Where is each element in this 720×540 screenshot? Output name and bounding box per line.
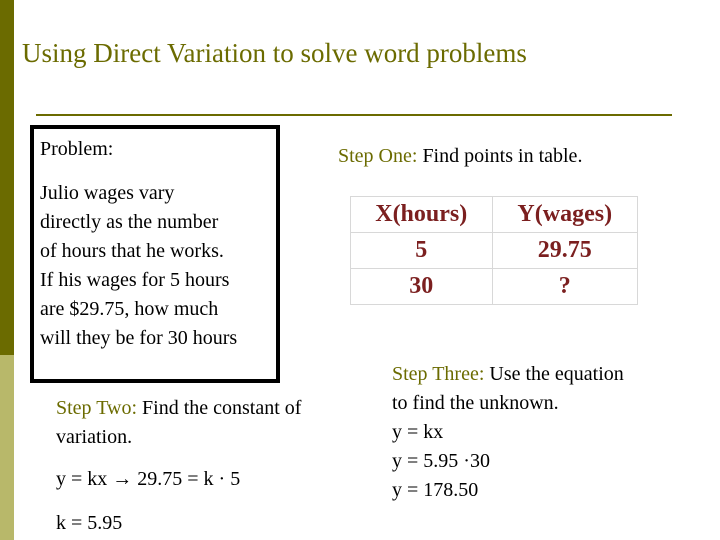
problem-text — [40, 179, 284, 353]
left-accent-bar-light — [0, 355, 14, 540]
step-one-text: Find points in table. — [417, 145, 583, 167]
step-two-text: Find the constant of variation. — [56, 397, 302, 448]
step-two-label: Step Two: — [56, 397, 138, 419]
problem-box — [30, 125, 280, 383]
table-cell: 30 — [351, 269, 493, 305]
table-cell: ? — [492, 269, 638, 305]
step-three-line: to find the unknown. — [392, 392, 559, 414]
step-three-heading — [392, 360, 692, 389]
step-three-text: Use the equation — [484, 363, 624, 385]
table-header-y: Y(wages) — [492, 197, 638, 233]
step-one — [338, 145, 582, 168]
problem-line: will they be for 30 hours — [40, 327, 238, 349]
table-row — [351, 269, 638, 305]
step-three-label: Step Three: — [392, 363, 485, 385]
title-divider — [36, 114, 672, 116]
step-three-line: y = kx — [392, 421, 444, 443]
problem-line: If his wages for 5 hours — [40, 269, 230, 291]
step-two-result: k = 5.95 — [56, 512, 123, 534]
left-accent-bar-dark — [0, 0, 14, 355]
step-two-equation: y = kx → 29.75 = k · 5 — [56, 468, 241, 490]
problem-line: are $29.75, how much — [40, 298, 219, 320]
table-header-x: X(hours) — [351, 197, 493, 233]
table-header-row — [351, 197, 638, 233]
step-two — [56, 394, 376, 452]
problem-line: Julio wages vary — [40, 182, 175, 204]
points-table — [350, 196, 638, 305]
table-row — [351, 233, 638, 269]
step-three — [392, 360, 692, 505]
slide-title: Using Direct Variation to solve word problems — [22, 38, 527, 68]
problem-label: Problem: — [40, 138, 114, 160]
problem-line: directly as the number — [40, 211, 219, 233]
step-three-line: y = 178.50 — [392, 479, 479, 501]
step-one-label: Step One: — [338, 145, 418, 167]
table-cell: 29.75 — [492, 233, 638, 269]
step-three-line: y = 5.95 ·30 — [392, 450, 490, 472]
table-cell: 5 — [351, 233, 493, 269]
problem-line: of hours that he works. — [40, 240, 224, 262]
